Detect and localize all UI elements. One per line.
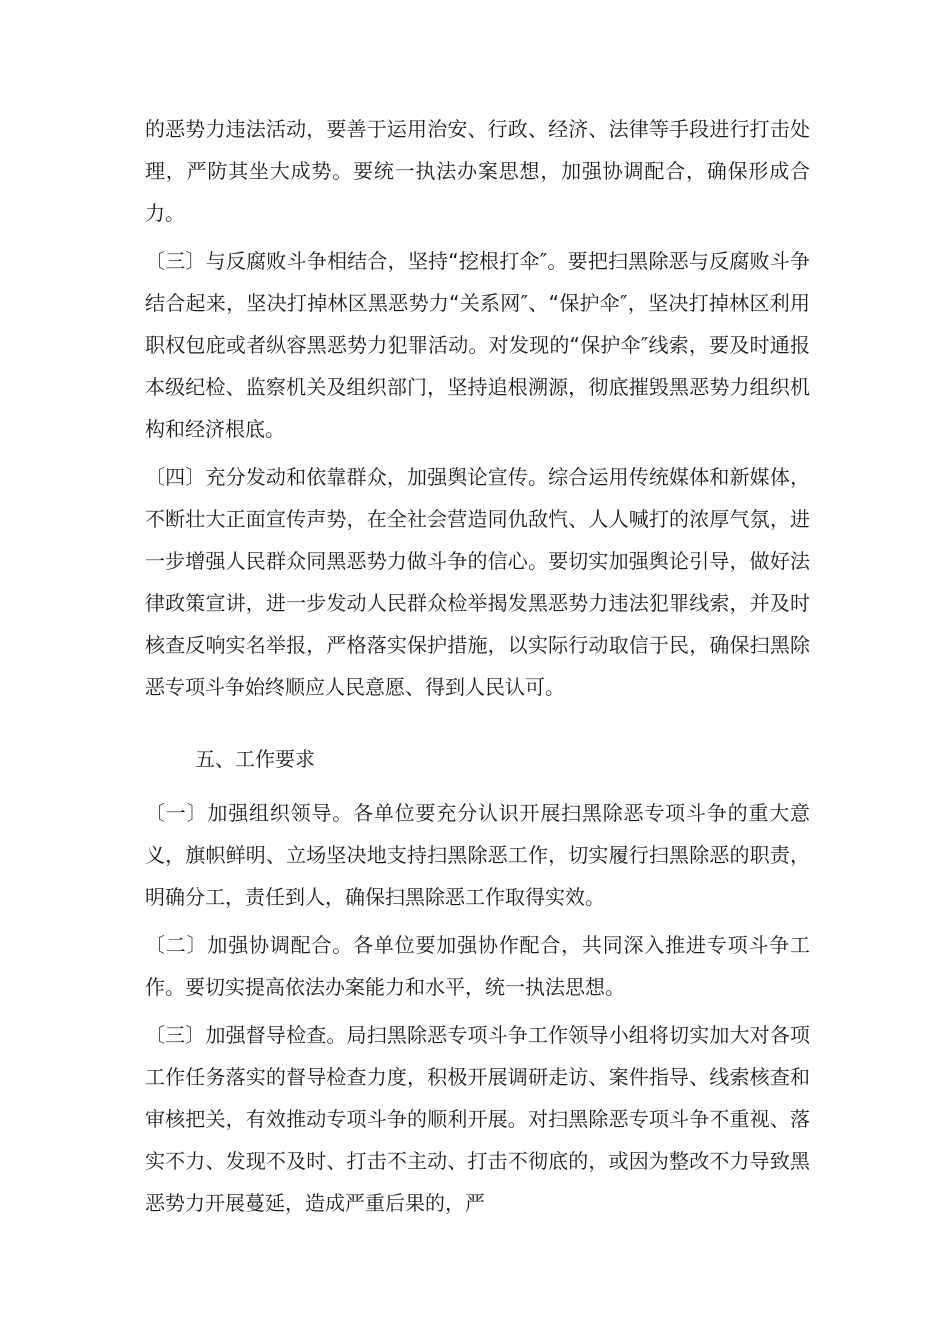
paragraph-continuation: 的恶势力违法活动，要善于运用治安、行政、经济、法律等手段进行打击处理，严防其坐大成势。要统一执法办案思想，加强协调配合，确保形成合力。 [145,117,810,225]
paragraph-requirement-1: 〔一〕加强组织领导。各单位要充分认识开展扫黑除恶专项斗争的重大意义，旗帜鲜明、立场坚决地支持扫黑除恶工作，切实履行扫黑除恶的职责，明确分工，责任到人，确保扫黑除恶工作取得实效。 [145,801,810,909]
paragraph-section-4: 〔四〕充分发动和依靠群众，加强舆论宣传。综合运用传统媒体和新媒体，不断壮大正面宣传声势，在全社会营造同仇敌忾、人人喊打的浓厚气氛，进一步增强人民群众同黑恶势力做斗争的信心。要切实加强舆论引导，做好法律政策宣讲，进一步发动人民群众检举揭发黑恶势力违法犯罪线索，并及时核查反响实名举报，严格落实保护措施，以实际行动取信于民，确保扫黑除恶专项斗争始终顺应人民意愿、得到人民认可。 [145,465,810,699]
paragraph-requirement-3: 〔三〕加强督导检查。局扫黑除恶专项斗争工作领导小组将切实加大对各项工作任务落实的督导检查力度，积极开展调研走访、案件指导、线索核查和审核把关，有效推动专项斗争的顺利开展。对扫黑除恶专项斗争不重视、落实不力、发现不及时、打击不主动、打击不彻底的，或因为整改不力导致黑恶势力开展蔓延，造成严重后果的，严 [145,1023,810,1215]
paragraph-requirement-2: 〔二〕加强协调配合。各单位要加强协作配合，共同深入推进专项斗争工作。要切实提高依法办案能力和水平，统一执法思想。 [145,933,810,999]
section-heading-work-requirements: 五、工作要求 [195,747,315,771]
paragraph-section-3: 〔三〕与反腐败斗争相结合，坚持“挖根打伞″。要把扫黑除恶与反腐败斗争结合起来，坚决打掉林区黑恶势力“关系网″、“保护伞″，坚决打掉林区利用职权包庇或者纵容黑恶势力犯罪活动。对发现的“保护伞″线索，要及时通报本级纪检、监察机关及组织部门，坚持追根溯源，彻底摧毁黑恶势力组织机构和经济根底。 [145,249,810,441]
